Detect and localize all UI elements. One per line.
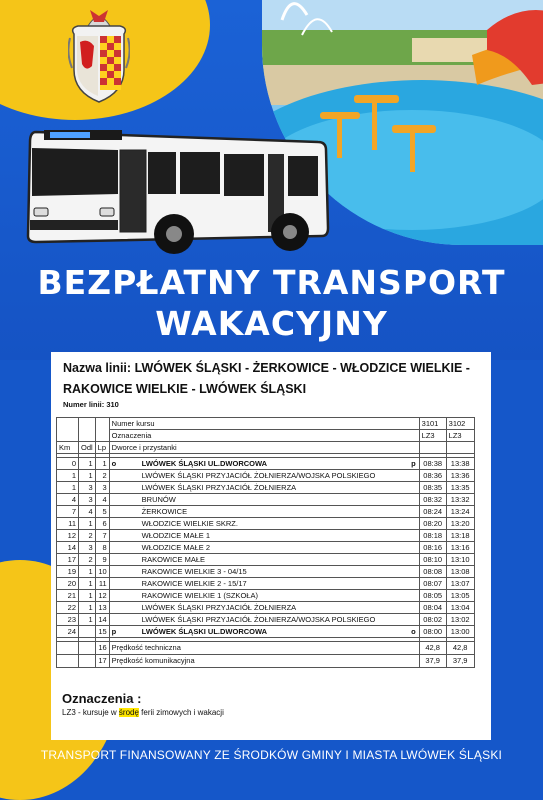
speed-value-2: 42,8 — [446, 642, 474, 655]
bus-illustration — [22, 124, 330, 260]
stop-marker-pre: p — [111, 626, 117, 636]
cell-km: 7 — [57, 506, 79, 518]
cell-time-1: 08:20 — [419, 518, 446, 530]
col-lp: Lp — [95, 442, 109, 454]
course-number-2: 3102 — [446, 418, 474, 430]
stop-marker-post: p — [411, 458, 416, 468]
stop-name: LWÓWEK ŚLĄSKI PRZYJACIÓŁ ŻOŁNIERZA — [141, 482, 297, 492]
cell-time-1: 08:38 — [419, 458, 446, 470]
col-stops: Dworce i przystanki — [109, 442, 419, 454]
cell-odl: 1 — [79, 602, 96, 614]
cell-stop — [109, 566, 419, 578]
cell-lp: 1 — [95, 458, 109, 470]
stop-name: LWÓWEK ŚLĄSKI UL.DWORCOWA — [141, 458, 268, 468]
cell-km: 1 — [57, 482, 79, 494]
cell-time-2: 13:38 — [446, 458, 474, 470]
table-row — [57, 554, 475, 566]
cell-odl: 1 — [79, 590, 96, 602]
cell-odl: 1 — [79, 518, 96, 530]
table-row — [57, 458, 475, 470]
table-row — [57, 626, 475, 638]
cell-time-1: 08:18 — [419, 530, 446, 542]
cell-time-2: 13:05 — [446, 590, 474, 602]
cell-km: 14 — [57, 542, 79, 554]
cell-time-1: 08:00 — [419, 626, 446, 638]
cell-odl: 1 — [79, 578, 96, 590]
table-row — [57, 506, 475, 518]
cell-stop — [109, 458, 419, 470]
cell-km: 21 — [57, 590, 79, 602]
speed-row — [57, 642, 475, 655]
stop-name: LWÓWEK ŚLĄSKI PRZYJACIÓŁ ŻOŁNIERZA/WOJSKA POLSKIEGO — [141, 614, 376, 624]
cell-time-2: 13:04 — [446, 602, 474, 614]
cell-odl: 1 — [79, 566, 96, 578]
coat-of-arms-emblem — [68, 8, 130, 104]
cell-lp: 11 — [95, 578, 109, 590]
cell-lp: 8 — [95, 542, 109, 554]
cell-lp: 6 — [95, 518, 109, 530]
cell-stop — [109, 578, 419, 590]
cell-stop — [109, 602, 419, 614]
table-row — [57, 494, 475, 506]
cell-time-2: 13:02 — [446, 614, 474, 626]
cell-lp: 12 — [95, 590, 109, 602]
route-name — [63, 358, 483, 400]
table-row — [57, 482, 475, 494]
cell-stop — [109, 554, 419, 566]
cell-stop — [109, 542, 419, 554]
cell-km: 20 — [57, 578, 79, 590]
cell-lp: 16 — [95, 642, 109, 655]
cell-time-1: 08:04 — [419, 602, 446, 614]
cell-odl: 3 — [79, 494, 96, 506]
cell-lp: 4 — [95, 494, 109, 506]
poster-title-line-2: WAKACYJNY — [155, 304, 388, 343]
stop-name: WŁODZICE MAŁE 1 — [141, 530, 211, 540]
cell-time-2: 13:18 — [446, 530, 474, 542]
cell-km: 12 — [57, 530, 79, 542]
legend-title: Oznaczenia : — [62, 691, 142, 706]
speed-row — [57, 655, 475, 668]
cell-stop — [109, 530, 419, 542]
cell-odl: 2 — [79, 554, 96, 566]
cell-km: 11 — [57, 518, 79, 530]
stop-name: RAKOWICE WIELKIE 3 - 04/15 — [141, 566, 247, 576]
stop-name: RAKOWICE WIELKIE 2 - 15/17 — [141, 578, 247, 588]
cell-lp: 10 — [95, 566, 109, 578]
cell-odl — [79, 626, 96, 638]
legend-highlight: środę — [118, 708, 139, 717]
cell-lp: 7 — [95, 530, 109, 542]
stop-name: LWÓWEK ŚLĄSKI PRZYJACIÓŁ ŻOŁNIERZA — [141, 602, 297, 612]
cell-time-2: 13:36 — [446, 470, 474, 482]
speed-label: Prędkość techniczna — [109, 642, 419, 655]
stop-name: WŁODZICE WIELKIE SKRZ. — [141, 518, 238, 528]
cell-time-2: 13:16 — [446, 542, 474, 554]
cell-time-1: 08:36 — [419, 470, 446, 482]
header-marks-label: Oznaczenia — [109, 430, 419, 442]
cell-time-2: 13:10 — [446, 554, 474, 566]
stop-name: ŻERKOWICE — [141, 506, 188, 516]
cell-stop — [109, 470, 419, 482]
cell-time-1: 08:16 — [419, 542, 446, 554]
stop-name: BRUNÓW — [141, 494, 176, 504]
funding-footer: TRANSPORT FINANSOWANY ZE ŚRODKÓW GMINY I MIASTA LWÓWEK ŚLĄSKI — [40, 748, 503, 762]
cell-stop — [109, 482, 419, 494]
cell-odl: 3 — [79, 542, 96, 554]
table-row — [57, 530, 475, 542]
speed-label: Prędkość komunikacyjna — [109, 655, 419, 668]
cell-odl: 1 — [79, 614, 96, 626]
cell-stop — [109, 518, 419, 530]
cell-time-1: 08:05 — [419, 590, 446, 602]
cell-time-2: 13:32 — [446, 494, 474, 506]
cell-km: 17 — [57, 554, 79, 566]
legend-text — [62, 708, 224, 717]
cell-km: 23 — [57, 614, 79, 626]
col-odl: Odl — [79, 442, 96, 454]
cell-time-2: 13:00 — [446, 626, 474, 638]
stop-marker-post: o — [411, 626, 416, 636]
cell-time-1: 08:07 — [419, 578, 446, 590]
course-mark-2: LZ3 — [446, 430, 474, 442]
cell-time-2: 13:20 — [446, 518, 474, 530]
cell-stop — [109, 614, 419, 626]
stop-name: RAKOWICE MAŁE — [141, 554, 206, 564]
table-row — [57, 518, 475, 530]
cell-lp: 9 — [95, 554, 109, 566]
cell-time-2: 13:07 — [446, 578, 474, 590]
cell-odl: 2 — [79, 530, 96, 542]
stop-name: WŁODZICE MAŁE 2 — [141, 542, 211, 552]
cell-stop — [109, 590, 419, 602]
cell-lp: 15 — [95, 626, 109, 638]
table-row — [57, 470, 475, 482]
table-row — [57, 590, 475, 602]
table-row — [57, 566, 475, 578]
cell-lp: 2 — [95, 470, 109, 482]
stop-name: RAKOWICE WIELKIE 1 (SZKOŁA) — [141, 590, 258, 600]
cell-stop — [109, 506, 419, 518]
cell-stop — [109, 626, 419, 638]
cell-time-2: 13:24 — [446, 506, 474, 518]
header-row-marks — [57, 430, 475, 442]
cell-odl: 3 — [79, 482, 96, 494]
speed-value-1: 37,9 — [419, 655, 446, 668]
cell-time-1: 08:32 — [419, 494, 446, 506]
cell-km: 19 — [57, 566, 79, 578]
speed-value-2: 37,9 — [446, 655, 474, 668]
header-course-label: Numer kursu — [109, 418, 419, 430]
speed-value-1: 42,8 — [419, 642, 446, 655]
course-number-1: 3101 — [419, 418, 446, 430]
cell-time-1: 08:08 — [419, 566, 446, 578]
cell-km: 1 — [57, 470, 79, 482]
route-name-value-1: LWÓWEK ŚLĄSKI - ŻERKOWICE - WŁODZICE WIELKIE - — [134, 361, 470, 375]
cell-km: 4 — [57, 494, 79, 506]
header-row-columns — [57, 442, 475, 454]
course-mark-1: LZ3 — [419, 430, 446, 442]
cell-odl: 4 — [79, 506, 96, 518]
stop-name: LWÓWEK ŚLĄSKI PRZYJACIÓŁ ŻOŁNIERZA/WOJSKA POLSKIEGO — [141, 470, 376, 480]
cell-stop — [109, 494, 419, 506]
cell-km: 22 — [57, 602, 79, 614]
route-name-label: Nazwa linii: — [63, 361, 132, 375]
table-row — [57, 578, 475, 590]
cell-lp: 5 — [95, 506, 109, 518]
route-number: Numer linii: 310 — [63, 400, 119, 409]
cell-time-2: 13:35 — [446, 482, 474, 494]
stop-marker-pre: o — [111, 458, 117, 468]
route-name-value-2: RAKOWICE WIELKIE - LWÓWEK ŚLĄSKI — [63, 382, 307, 396]
cell-time-2: 13:08 — [446, 566, 474, 578]
timetable — [56, 417, 475, 668]
col-km: Km — [57, 442, 79, 454]
header-row-course — [57, 418, 475, 430]
poster-title-line-1: BEZPŁATNY TRANSPORT — [37, 263, 506, 302]
table-row — [57, 542, 475, 554]
cell-odl: 1 — [79, 458, 96, 470]
cell-km: 0 — [57, 458, 79, 470]
table-row — [57, 614, 475, 626]
cell-lp: 17 — [95, 655, 109, 668]
cell-time-1: 08:10 — [419, 554, 446, 566]
cell-lp: 13 — [95, 602, 109, 614]
cell-time-1: 08:02 — [419, 614, 446, 626]
stop-name: LWÓWEK ŚLĄSKI UL.DWORCOWA — [141, 626, 268, 636]
cell-time-1: 08:24 — [419, 506, 446, 518]
cell-time-1: 08:35 — [419, 482, 446, 494]
table-row — [57, 602, 475, 614]
cell-lp: 14 — [95, 614, 109, 626]
legend-text-before: LZ3 - kursuje w — [62, 708, 117, 717]
legend-text-after: ferii zimowych i wakacji — [141, 708, 224, 717]
cell-km: 24 — [57, 626, 79, 638]
cell-odl: 1 — [79, 470, 96, 482]
timetable-panel — [51, 352, 491, 740]
cell-lp: 3 — [95, 482, 109, 494]
